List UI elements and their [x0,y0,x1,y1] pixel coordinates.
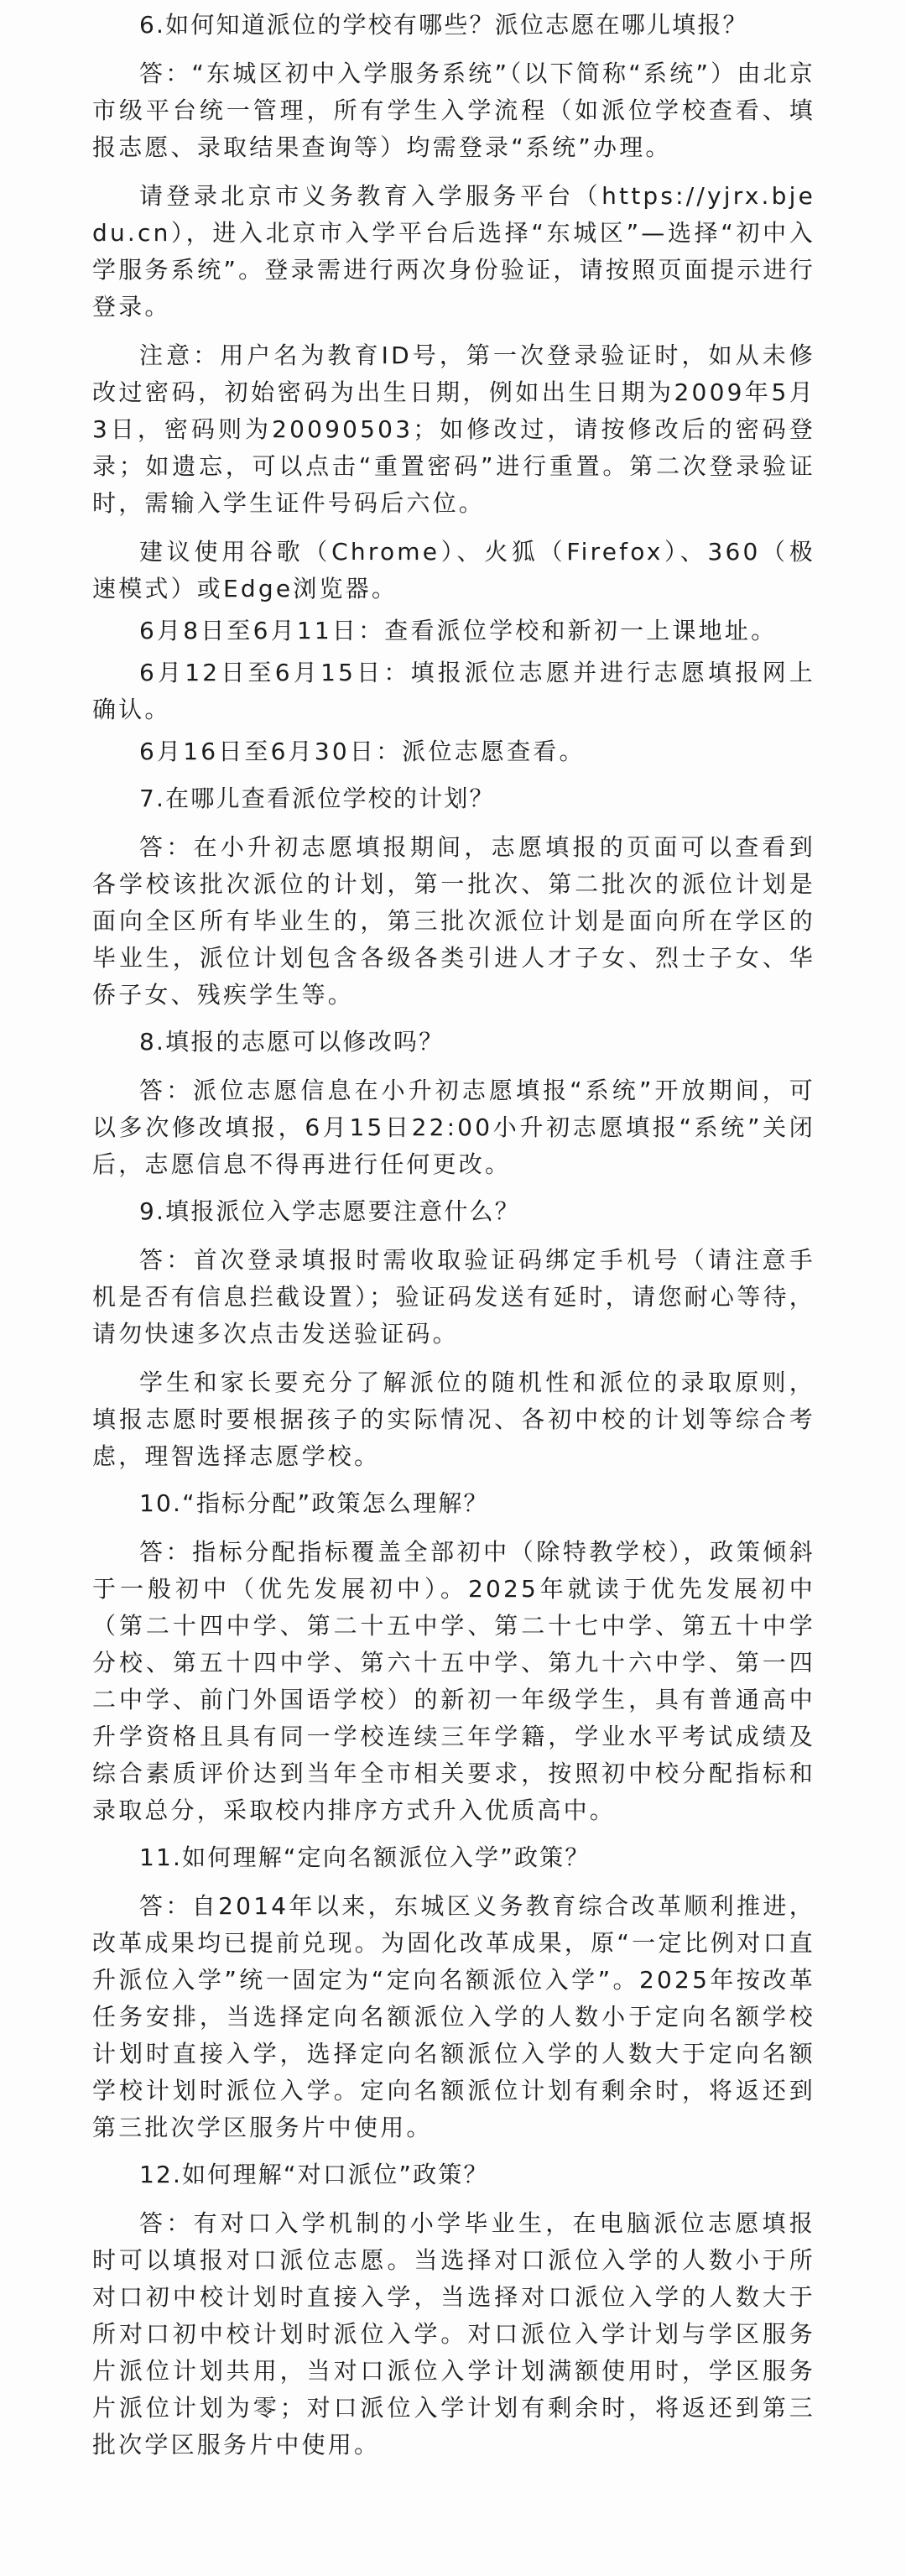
question-11-heading: 11.如何理解“定向名额派位入学”政策？ [139,1843,591,1871]
answer-6-password-note: 注意：用户名为教育ID号，第一次登录验证时，如从未修改过密码，初始密码为出生日期，例如出生日期为2009年5月3日，密码则为20090503；如修改过，请按修改后的密码登录；如遗忘，可以点击“重置密码”进行重置。第二次登录验证时，需输入学生证件号码后六位。 [92,342,815,517]
question-6-heading: 6.如何知道派位的学校有哪些？派位志愿在哪儿填报？ [139,11,748,39]
answer-11: 答：自2014年以来，东城区义务教育综合改革顺利推进，改革成果均已提前兑现。为固化改革成果，原“一定比例对口直升派位入学”统一固定为“定向名额派位入学”。2025年按改革任务安排，当选择定向名额派位入学的人数小于定向名额学校计划时直接入学，选择定向名额派位入学的人数大于定向名额学校计划时派位入学。定向名额派位计划有剩余时，将返还到第三批次学区服务片中使用。 [92,1892,815,2141]
question-7-heading: 7.在哪儿查看派位学校的计划？ [139,785,495,812]
answer-6-browser-advice: 建议使用谷歌（Chrome）、火狐（Firefox）、360（极速模式）或Edge浏览器。 [92,538,815,602]
answer-6-login-instructions: 请登录北京市义务教育入学服务平台（https://yjrx.bjedu.cn），进入北京市入学平台后选择“东城区”—选择“初中入学服务系统”。登录需进行两次身份验证，请按照页面提示进行登录。 [92,182,815,321]
answer-9-advice: 学生和家长要充分了解派位的随机性和派位的录取原则，填报志愿时要根据孩子的实际情况、各初中校的计划等综合考虑，理智选择志愿学校。 [92,1369,815,1470]
answer-10: 答：指标分配指标覆盖全部初中（除特教学校），政策倾斜于一般初中（优先发展初中）。2025年就读于优先发展初中（第二十四中学、第二十五中学、第二十七中学、第五十中学分校、第五十四中学、第六十五中学、第九十六中学、第一四二中学、前门外国语学校）的新初一年级学生，具有普通高中升学资格且具有同一学校连续三年学籍，学业水平考试成绩及综合素质评价达到当年全市相关要求，按照初中校分配指标和录取总分，采取校内排序方式升入优质高中。 [92,1538,815,1824]
article-body [92,7,815,2464]
question-9-heading: 9.填报派位入学志愿要注意什么？ [139,1197,520,1225]
answer-8: 答：派位志愿信息在小升初志愿填报“系统”开放期间，可以多次修改填报，6月15日22:00小升初志愿填报“系统”关闭后，志愿信息不得再进行任何更改。 [92,1077,815,1178]
answer-7: 答：在小升初志愿填报期间，志愿填报的页面可以查看到各学校该批次派位的计划，第一批次、第二批次的派位计划是面向全区所有毕业生的，第三批次派位计划是面向所在学区的毕业生，派位计划包含各级各类引进人才子女、烈士子女、华侨子女、残疾学生等。 [92,833,815,1009]
question-8-heading: 8.填报的志愿可以修改吗？ [139,1028,445,1056]
schedule-jun-12-15: 6月12日至6月15日：填报派位志愿并进行志愿填报网上确认。 [92,659,815,723]
question-12-heading: 12.如何理解“对口派位”政策？ [139,2161,489,2188]
question-10-heading: 10.“指标分配”政策怎么理解？ [139,1489,489,1517]
schedule-jun-16-30: 6月16日至6月30日：派位志愿查看。 [139,738,586,765]
answer-9-verification: 答：首次登录填报时需收取验证码绑定手机号（请注意手机是否有信息拦截设置）；验证码发送有延时，请您耐心等待，请勿快速多次点击发送验证码。 [92,1246,815,1348]
answer-6-system-intro: 答：“东城区初中入学服务系统”（以下简称“系统”）由北京市级平台统一管理，所有学生入学流程（如派位学校查看、填报志愿、录取结果查询等）均需登录“系统”办理。 [92,60,815,161]
schedule-jun-8-11: 6月8日至6月11日：查看派位学校和新初一上课地址。 [139,617,778,644]
answer-12: 答：有对口入学机制的小学毕业生，在电脑派位志愿填报时可以填报对口派位志愿。当选择对口派位入学的人数小于所对口初中校计划时直接入学，当选择对口派位入学的人数大于所对口初中校计划时派位入学。对口派位入学计划与学区服务片派位计划共用，当对口派位入学计划满额使用时，学区服务片派位计划为零；对口派位入学计划有剩余时，将返还到第三批次学区服务片中使用。 [92,2209,815,2459]
